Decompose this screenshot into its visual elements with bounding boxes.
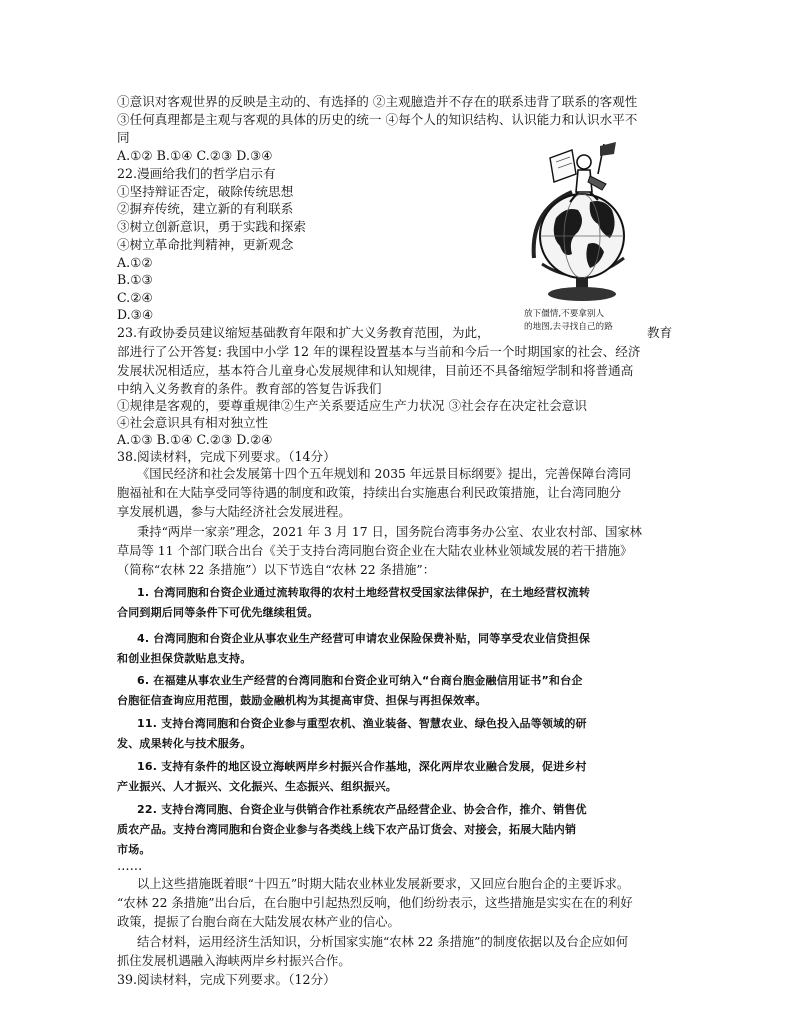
q38-para2-line-3: （简称“农林 22 条措施”）以下节选自“农林 22 条措施”： xyxy=(117,563,436,577)
q21-option-line-1: ①意识对客观世界的反映是主动的、有选择的 ②主观臆造并不存在的联系违背了联系的客观性 xyxy=(117,94,638,109)
q38-ellipsis: …… xyxy=(117,858,143,873)
q38-measure-16-line-2: 产业振兴、人才振兴、文化振兴、生态振兴、组织振兴。 xyxy=(117,780,397,793)
q22-stem: 22.漫画给我们的哲学启示有 xyxy=(117,166,276,181)
q38-measure-4-line-1: 4. 台湾同胞和台资企业从事农业生产经营可申请农业保险保费补贴，同等享受农业信贷担保 xyxy=(137,632,591,645)
q38-para1-line-3: 享发展机遇，参与大陆经济社会发展进程。 xyxy=(117,505,351,519)
q38-measure-16-line-1: 16. 支持有条件的地区设立海峡两岸乡村振兴合作基地，深化两岸农业融合发展，促进乡村 xyxy=(137,760,587,773)
q21-option-line-2-cont: 同 xyxy=(117,130,130,145)
q38-measure-22-line-2: 质农产品。支持台湾同胞和台资企业参与各类线上线下农产品订货会、对接会，拓展大陆内销 xyxy=(117,823,577,836)
q22-answer-c: C.②④ xyxy=(117,290,153,305)
q22-answer-a: A.①② xyxy=(117,255,153,270)
q38-measure-1-line-2: 合同到期后同等条件下可优先继续租赁。 xyxy=(117,606,319,619)
q38-measure-11-line-2: 发、成果转化与技术服务。 xyxy=(117,737,252,750)
q23-stem-line-3: 发展状况相适应，基本符合儿童身心发展规律和认知规律，目前还不具备缩短学制和将普通高 xyxy=(117,363,634,378)
q22-answer-b: B.①③ xyxy=(117,272,153,287)
q23-option-line-2: ④社会意识具有相对独立性 xyxy=(117,415,269,430)
q38-measure-6-line-1: 6. 在福建从事农业生产经营的台湾同胞和台资企业可纳入“台商台胞金融信用证书”和台企 xyxy=(137,674,583,687)
q21-option-line-2: ③任何真理都是主观与客观的具体的历史的统一 ④每个人的知识结构、认识能力和认识水平不 xyxy=(117,112,638,127)
q23-answer-choices: A.①③ B.①④ C.②③ D.②④ xyxy=(117,432,273,447)
q38-measure-22-line-3: 市场。 xyxy=(117,843,151,856)
q38-measure-1-line-1: 1. 台湾同胞和台资企业通过流转取得的农村土地经营权受国家法律保护，在土地经营权流转 xyxy=(137,586,591,599)
q23-stem-line-1-tail: 教育 xyxy=(647,325,673,340)
q23-stem-line-4: 中纳入义务教育的条件。教育部的答复告诉我们 xyxy=(117,381,382,396)
cartoon-caption-line-1: 放下僵情,不要拿别人 xyxy=(524,309,605,319)
q38-para3-line-2: “农林 22 条措施”出台后，在台胞中引起热烈反响，他们纷纷表示，这些措施是实实在在的利好 xyxy=(117,896,633,910)
q23-stem-line-2: 部进行了公开答复: 我国中小学 12 年的课程设置基本与当前和今后一个时期国家的社会、经济 xyxy=(117,344,641,359)
q38-para1-line-2: 胞福祉和在大陆享受同等待遇的制度和政策，持续出台实施惠台利民政策措施，让台湾同胞分 xyxy=(117,486,622,500)
q23-stem-line-1: 23.有政协委员建议缩短基础教育年限和扩大义务教育范围，为此， xyxy=(117,325,490,340)
cartoon-illustration xyxy=(520,140,644,305)
q38-measure-4-line-2: 和创业担保贷款贴息支持。 xyxy=(117,652,252,665)
q38-para1-line-1: 《国民经济和社会发展第十四个五年规划和 2035 年远景目标纲要》提出，完善保障台湾同 xyxy=(137,467,632,481)
q38-measure-22-line-1: 22. 支持台湾同胞、台资企业与供销合作社系统农产品经营企业、协会合作，推介、销售优 xyxy=(137,803,587,816)
q22-option-3: ③树立创新意识，勇于实践和探索 xyxy=(117,219,306,234)
q22-option-1: ①坚持辩证否定，破除传统思想 xyxy=(117,184,294,199)
q21-answer-choices: A.①② B.①④ C.②③ D.③④ xyxy=(117,148,273,163)
q38-para2-line-1: 秉持“两岸一家亲”理念，2021 年 3 月 17 日，国务院台湾事务办公室、农业农村部、国家林 xyxy=(137,525,642,539)
q39-title: 39.阅读材料，完成下列要求。（12分） xyxy=(117,972,336,987)
q23-option-line-1: ①规律是客观的，要尊重规律②生产关系要适应生产力状况 ③社会存在决定社会意识 xyxy=(117,398,587,413)
q38-para2-line-2: 草局等 11 个部门联合出台《关于支持台湾同胞台资企业在大陆农业林业领域发展的若干措施》 xyxy=(117,544,633,558)
cartoon-caption-line-2: 的地图,去寻找自己的路 xyxy=(524,322,613,332)
q38-task-line-1: 结合材料，运用经济生活知识，分析国家实施“农林 22 条措施”的制度依据以及台企应如何 xyxy=(137,935,629,949)
q38-measure-11-line-1: 11. 支持台湾同胞和台资企业参与重型农机、渔业装备、智慧农业、绿色投入品等领域的研 xyxy=(137,717,587,730)
q22-answer-d: D.③④ xyxy=(117,307,154,322)
q38-title: 38.阅读材料，完成下列要求。（14分） xyxy=(117,449,336,464)
q22-option-2: ②摒弃传统，建立新的有利联系 xyxy=(117,201,294,216)
q38-para3-line-1: 以上这些措施既着眼“十四五”时期大陆农业林业发展新要求，又回应台胞台企的主要诉求。 xyxy=(137,877,630,891)
q38-task-line-2: 抓住发展机遇融入海峡两岸乡村振兴合作。 xyxy=(117,954,351,968)
q38-para3-line-3: 政策，提振了台胞台商在大陆发展农林产业的信心。 xyxy=(117,915,400,929)
q38-measure-6-line-2: 台胞征信查询应用范围，鼓励金融机构为其提高审贷、担保与再担保效率。 xyxy=(117,694,487,707)
q22-option-4: ④树立革命批判精神，更新观念 xyxy=(117,237,294,252)
